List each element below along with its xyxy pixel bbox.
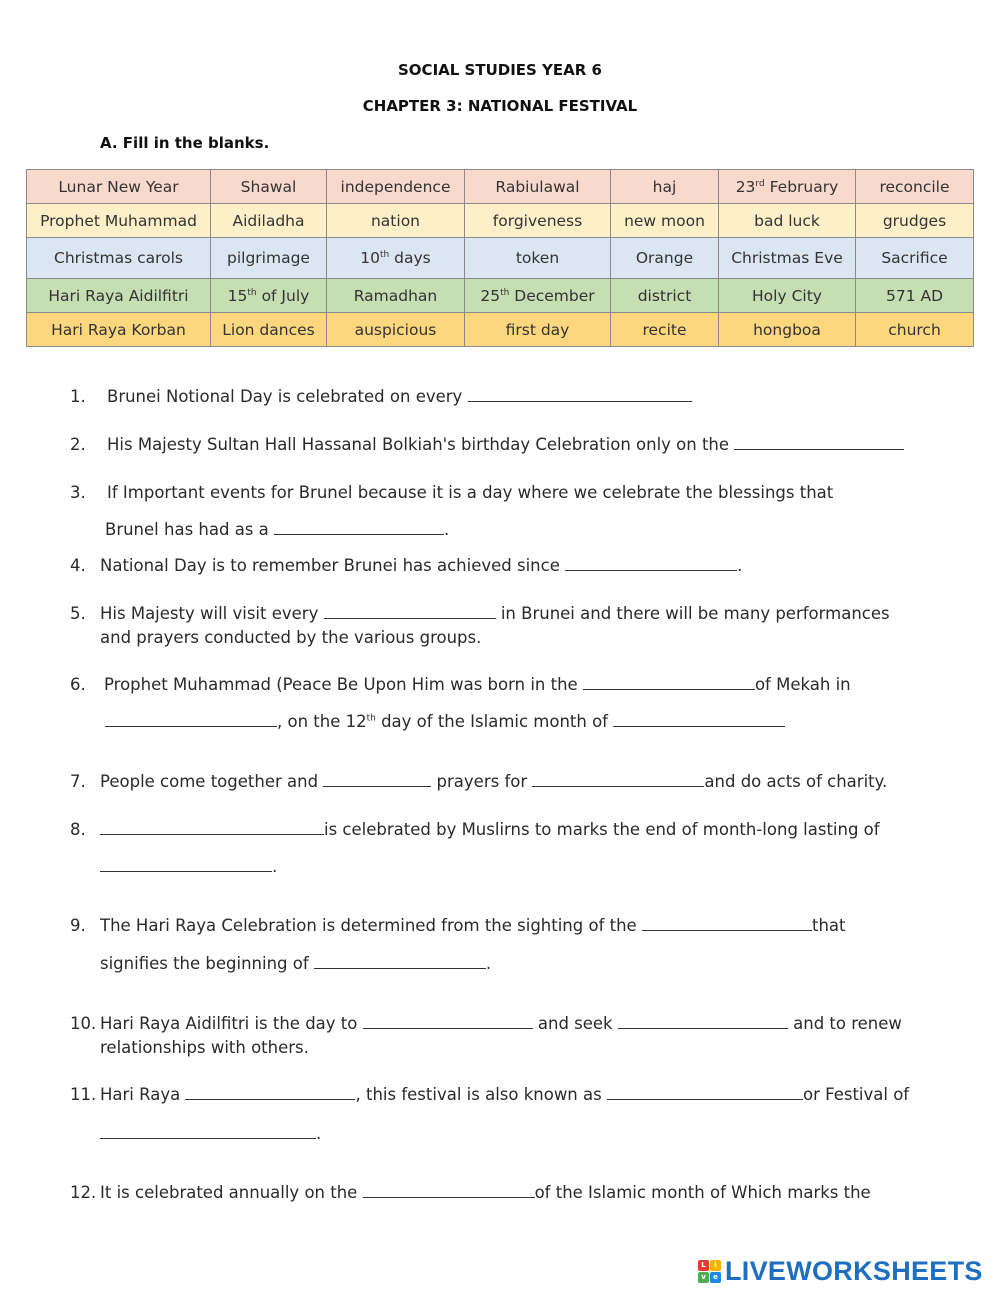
answer-blank[interactable] [613, 712, 785, 727]
question-7 [70, 772, 888, 791]
question-8-line2: . [100, 857, 277, 876]
worksheet-title: SOCIAL STUDIES YEAR 6 [398, 61, 602, 79]
question-1 [70, 387, 463, 406]
answer-blank[interactable] [105, 712, 277, 727]
question-text: If Important events for Brunel because it is a day where we celebrate the blessings that [107, 483, 834, 502]
word-bank-cell[interactable]: Lunar New Year [27, 170, 211, 204]
answer-blank[interactable] [323, 772, 431, 787]
word-bank-cell[interactable]: Lion dances [211, 313, 327, 347]
answer-blank[interactable] [583, 675, 755, 690]
word-bank-cell[interactable]: grudges [856, 204, 974, 238]
word-bank-cell[interactable]: 15th of July [211, 279, 327, 313]
word-bank-cell[interactable]: nation [327, 204, 465, 238]
question-3 [70, 483, 834, 502]
question-9-line2: signifies the beginning of . [100, 954, 492, 973]
question-text: It is celebrated annually on the of the Islamic month of Which marks the [100, 1183, 871, 1202]
brand-name: LIVEWORKSHEETS [725, 1256, 983, 1286]
word-bank-cell[interactable]: Holy City [719, 279, 856, 313]
logo-letter: e [710, 1272, 721, 1283]
word-bank-row [27, 204, 974, 238]
word-bank-cell[interactable]: 25th December [465, 279, 611, 313]
word-bank-cell[interactable]: 23rd February [719, 170, 856, 204]
word-bank-cell[interactable]: bad luck [719, 204, 856, 238]
answer-blank[interactable] [468, 387, 692, 402]
question-text: His Majesty Sultan Hall Hassanal Bolkiah's birthday Celebration only on the [107, 435, 904, 454]
word-bank-cell[interactable]: Prophet Muhammad [27, 204, 211, 238]
answer-blank[interactable] [324, 604, 496, 619]
word-bank-cell[interactable]: hongboa [719, 313, 856, 347]
question-text: The Hari Raya Celebration is determined from the sighting of the that [100, 916, 846, 935]
question-number: 10. [70, 1014, 97, 1033]
word-bank-cell[interactable]: 10th days [327, 238, 465, 279]
question-3-line2: Brunel has had as a . [105, 520, 450, 539]
question-text: Hari Raya , this festival is also known as or Festival of [100, 1085, 910, 1104]
word-bank-cell[interactable]: Christmas carols [27, 238, 211, 279]
question-text: Prophet Muhammad (Peace Be Upon Him was born in the of Mekah in [104, 675, 851, 694]
answer-blank[interactable] [642, 916, 812, 931]
question-text: People come together and prayers for and do acts of charity. [100, 772, 888, 791]
question-12 [70, 1183, 871, 1202]
question-10-line2: relationships with others. [100, 1038, 309, 1057]
question-9 [70, 916, 846, 935]
word-bank-cell[interactable]: Orange [611, 238, 719, 279]
word-bank-cell[interactable]: pilgrimage [211, 238, 327, 279]
answer-blank[interactable] [100, 820, 324, 835]
word-bank-cell[interactable]: auspicious [327, 313, 465, 347]
question-number: 12. [70, 1183, 97, 1202]
logo-letter: v [698, 1272, 709, 1283]
chapter-title: CHAPTER 3: NATIONAL FESTIVAL [362, 97, 638, 115]
question-text: National Day is to remember Brunei has achieved since . [100, 556, 743, 575]
question-number: 2. [70, 435, 86, 454]
word-bank-cell[interactable]: Sacrifice [856, 238, 974, 279]
question-number: 4. [70, 556, 86, 575]
question-number: 8. [70, 820, 86, 839]
word-bank-cell[interactable]: recite [611, 313, 719, 347]
word-bank-cell[interactable]: Hari Raya Aidilfitri [27, 279, 211, 313]
question-11-line2: . [100, 1124, 321, 1143]
word-bank-cell[interactable]: token [465, 238, 611, 279]
word-bank-cell[interactable]: first day [465, 313, 611, 347]
word-bank-table [26, 169, 974, 347]
question-number: 7. [70, 772, 86, 791]
logo-letter: i [710, 1260, 721, 1271]
word-bank-cell[interactable]: Shawal [211, 170, 327, 204]
word-bank-row [27, 313, 974, 347]
answer-blank[interactable] [607, 1085, 803, 1100]
question-5-line2: and prayers conducted by the various groups. [100, 628, 482, 647]
logo-letter: L [698, 1260, 709, 1271]
word-bank-cell[interactable]: reconcile [856, 170, 974, 204]
answer-blank[interactable] [100, 857, 272, 872]
question-10 [70, 1014, 902, 1033]
word-bank-cell[interactable]: Christmas Eve [719, 238, 856, 279]
word-bank-cell[interactable]: Ramadhan [327, 279, 465, 313]
question-5 [70, 604, 890, 623]
question-6 [70, 675, 851, 694]
section-heading: A. Fill in the blanks. [100, 134, 270, 152]
liveworksheets-logo[interactable] [698, 1256, 983, 1287]
word-bank-cell[interactable]: independence [327, 170, 465, 204]
answer-blank[interactable] [565, 556, 737, 571]
question-text: Brunei Notional Day is celebrated on every [107, 387, 692, 406]
question-text: is celebrated by Muslirns to marks the end of month-long lasting of [100, 820, 880, 839]
word-bank-cell[interactable]: Rabiulawal [465, 170, 611, 204]
question-number: 6. [70, 675, 86, 694]
question-6-line2: , on the 12th day of the Islamic month of [105, 712, 785, 731]
answer-blank[interactable] [314, 954, 486, 969]
answer-blank[interactable] [532, 772, 704, 787]
word-bank-cell[interactable]: haj [611, 170, 719, 204]
word-bank-cell[interactable]: church [856, 313, 974, 347]
question-4 [70, 556, 743, 575]
question-number: 1. [70, 387, 86, 406]
word-bank-cell[interactable]: Hari Raya Korban [27, 313, 211, 347]
answer-blank[interactable] [185, 1085, 355, 1100]
question-text: Hari Raya Aidilfitri is the day to and seek and to renew [100, 1014, 902, 1033]
answer-blank[interactable] [618, 1014, 788, 1029]
question-number: 3. [70, 483, 86, 502]
word-bank-cell[interactable]: Aidiladha [211, 204, 327, 238]
liveworksheets-logo-icon [698, 1260, 721, 1283]
question-11 [70, 1085, 910, 1104]
word-bank-row [27, 279, 974, 313]
word-bank-row [27, 170, 974, 204]
answer-blank[interactable] [363, 1183, 535, 1198]
word-bank-cell[interactable]: new moon [611, 204, 719, 238]
word-bank-cell[interactable]: 571 AD [856, 279, 974, 313]
question-2 [70, 435, 730, 454]
answer-blank[interactable] [274, 520, 444, 535]
question-8 [70, 820, 880, 839]
question-number: 11. [70, 1085, 97, 1104]
word-bank-cell[interactable]: forgiveness [465, 204, 611, 238]
word-bank-row [27, 238, 974, 279]
word-bank-cell[interactable]: district [611, 279, 719, 313]
question-number: 5. [70, 604, 86, 623]
answer-blank[interactable] [363, 1014, 533, 1029]
answer-blank[interactable] [100, 1124, 316, 1139]
question-number: 9. [70, 916, 86, 935]
answer-blank[interactable] [734, 435, 904, 450]
question-text: His Majesty will visit every in Brunei and there will be many performances [100, 604, 890, 623]
